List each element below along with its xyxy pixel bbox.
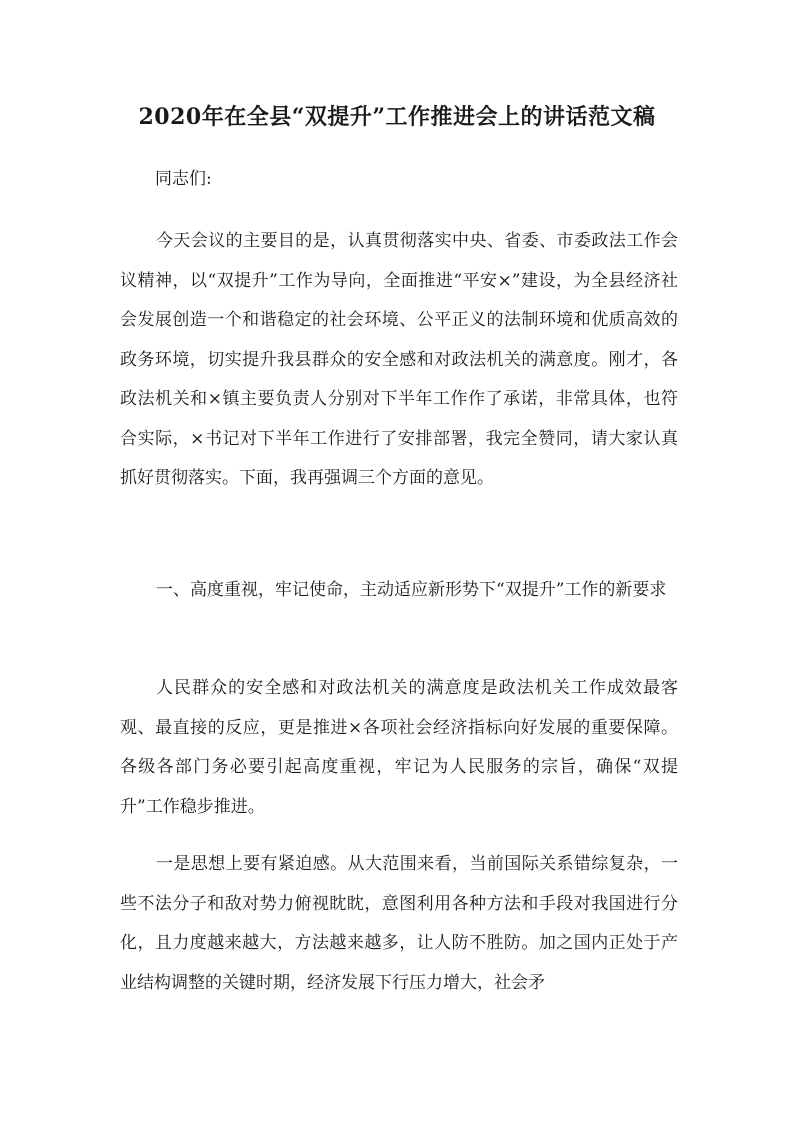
page-title: 2020年在全县“双提升”工作推进会上的讲话范文稿: [138, 104, 656, 130]
paragraph-intro: 今天会议的主要目的是，认真贯彻落实中央、省委、市委政法工作会议精神，以“双提升”工作为导向，全面推进“平安×”建设，为全县经济社会发展创造一个和谐稳定的社会环境、公平正义的法制环境和优质高效的政务环境，切实提升我县群众的安全感和对政法机关的满意度。刚才，各政法机关和×镇主要负责人分别对下半年工作作了承诺，非常具体，也符合实际，×书记对下半年工作进行了安排部署，我完全赞同，请大家认真抓好贯彻落实。下面，我再强调三个方面的意见。: [120, 231, 678, 488]
paragraph-point-1: 一是思想上要有紧迫感。从大范围来看，当前国际关系错综复杂，一些不法分子和敌对势力俯视眈眈，意图利用各种方法和手段对我国进行分化，且力度越来越大，方法越来越多，让人防不胜防。加之国内正处于产业结构调整的关键时期，经济发展下行压力增大，社会矛: [120, 854, 678, 993]
section-heading-1: 一、高度重视，牢记使命，主动适应新形势下“双提升”工作的新要求: [156, 580, 667, 600]
salutation: 同志们:: [155, 169, 212, 189]
paragraph-section-1: 人民群众的安全感和对政法机关的满意度是政法机关工作成效最客观、最直接的反应，更是推进×各项社会经济指标向好发展的重要保障。各级各部门务必要引起高度重视，牢记为人民服务的宗旨，确保“双提升”工作稳步推进。: [120, 678, 678, 817]
